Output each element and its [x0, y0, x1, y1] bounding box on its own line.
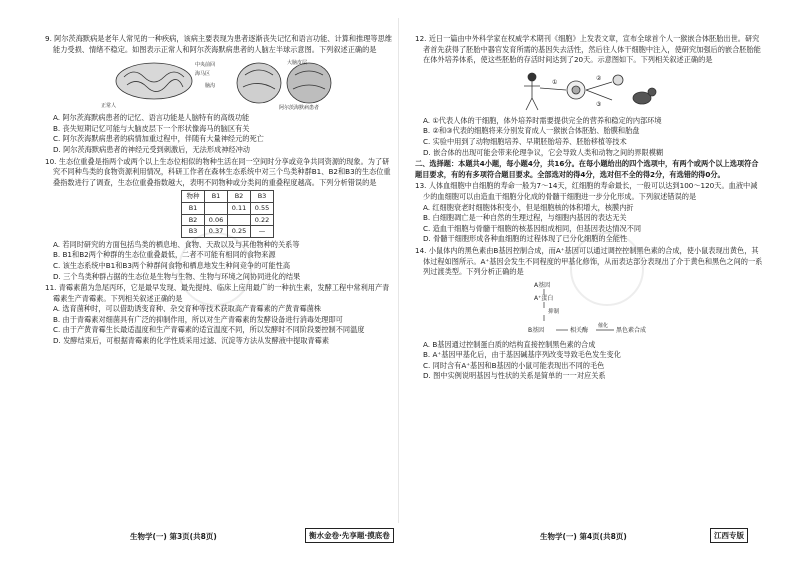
question-11	[45, 283, 393, 347]
table-cell	[228, 214, 251, 226]
label-2: ②	[596, 74, 602, 82]
table-header-row	[182, 191, 274, 203]
option-14a: A. B基因通过控制蛋白质的结构直接控制黑色素的合成	[423, 339, 596, 349]
label-3: ③	[596, 100, 602, 108]
table-cell: B3	[182, 226, 205, 238]
flow-catalyze: 催化	[598, 322, 609, 329]
question-14	[415, 246, 763, 382]
option-12c: C. 实验中用到了动物细胞培养、早期胚胎培养、胚胎移植等技术	[423, 136, 627, 146]
option-12a: A. ①代表人体的干细胞，体外培养时需要提供完全的营养和稳定的内部环境	[423, 115, 662, 125]
flow-a-gene: A基因	[534, 281, 551, 289]
option-13d: D. 骨髓干细胞形成各种血细胞的过程体现了已分化细胞的全能性	[423, 234, 628, 244]
option-13b: B. 白细胞凋亡是一种自然的生理过程，与细胞内基因的表达无关	[423, 213, 627, 223]
flow-inhibit: 抑制	[548, 308, 560, 315]
normal-brain-image	[116, 63, 331, 103]
question-9	[45, 34, 393, 156]
pathway-figure	[524, 280, 654, 338]
overlap-table	[181, 190, 274, 237]
human-icon	[528, 73, 536, 81]
flow-enzyme: 相关酶	[570, 326, 589, 334]
option-11b: B. 由于青霉素对细菌具有广泛的抑制作用，所以对生产青霉素的发酵设备进行消毒处理即可	[53, 314, 343, 324]
chimera-figure	[514, 68, 664, 114]
brain-figure	[99, 57, 339, 111]
option-9d: D. 阿尔茨海默病患者的神经元受到刺激后，无法形成神经冲动	[53, 144, 250, 154]
flow-melanin: 黑色素合成	[616, 326, 647, 334]
flow-a-protein: A⁺蛋白	[534, 294, 554, 302]
question-12-stem: 12. 近日一篇由中外科学家在权威学术期刊《细胞》上发表文章，宣布全球首个人一猴嵌合体胚胎出世。研究者首先获得了胚胎中器官发育所需的基因失去活性，然后往人体干细胞中注入，使研究加强后的嵌合胚胎能在体外培养体系，使这些胚胎的存活时间达到了20天。示意图如下。下列相关叙述正确的是	[415, 34, 761, 65]
table-cell: 0.11	[228, 202, 251, 214]
option-13c: C. 造血干细胞与骨髓干细胞的核基因组成相同，但基因表达情况不同	[423, 223, 642, 233]
question-10	[45, 157, 393, 283]
label-normal: 正常人	[101, 103, 117, 110]
question-13-stem: 13. 人体血细胞中自细胞的寿命一般为7～14天，红细胞的寿命最长，一般可以达到100～120天。血液中减少的血细胞可以由造血干细胞分化成的骨髓干细胞进一步分化形成。下列叙述错误的是	[415, 181, 758, 201]
option-14b: B. A⁺基因甲基化后，由于基因碱基序列改变导致毛色发生变化	[423, 350, 621, 360]
option-10c: C. 该生态系统中B1和B3两个种群间食物和栖息地发生种间竞争的可能性高	[53, 260, 291, 270]
label-patient: 阿尔茨海默病患者	[279, 105, 320, 112]
table-cell: 0.06	[205, 214, 228, 226]
table-row	[182, 202, 274, 214]
page-divider	[398, 18, 399, 523]
option-10a: A. 若同时研究的方面包括鸟类的栖息地、食物、天敌以及与其他物种的关系等	[53, 239, 300, 249]
question-9-stem: 9. 阿尔茨海默病是老年人常见的一种疾病，该病主要表现为患者逐渐丧失记忆和语言功能、计算和推理等思维能力受损、情绪不稳定。如图表示正常人和阿尔茨海默病患者的人脑左半球示意图。下列叙述正确的是	[45, 34, 392, 54]
table-cell: 0.22	[251, 214, 274, 226]
label-1: ①	[552, 78, 558, 86]
option-12b: B. ②和③代表的细胞将来分别发育成人一猴嵌合体胚胎、胎膜和胎盘	[423, 126, 640, 136]
table-cell: 0.37	[205, 226, 228, 238]
table-cell: B2	[182, 214, 205, 226]
question-10-stem: 10. 生态位重叠是指两个或两个以上生态位相似的物种生活在同一空间时分享或竞争共同资源的现象。为了研究不同种鸟类的食物资源利用情况，科研工作者在森林生态系统中对三个鸟类种群B1、B2和B3的生态位重叠指数进行了调查，生态位重叠指数越大，表明不同物种或分类间的重叠程度越高。下列分析错误的是	[45, 156, 391, 187]
option-10d: D. 三个鸟类种群占据的生态位是生物与生物、生物与环境之间协同进化的结果	[53, 271, 301, 281]
table-cell: 0.25	[228, 226, 251, 238]
option-9b: B. 丧失短期记忆可能与大脑皮层下一个形状像海马的脑区有关	[53, 123, 250, 133]
option-14c: C. 同时含有A⁺基因和B基因的小鼠可能表现出不同的毛色	[423, 360, 605, 370]
option-9c: C. 阿尔茨海默病患者的病情加重过程中，伴随有大量神经元的死亡	[53, 134, 264, 144]
table-header: 物种	[182, 191, 205, 203]
region-label: 江西专版	[710, 528, 748, 543]
label-sulcus: 脑沟	[205, 83, 216, 90]
option-11d: D. 发酵结束后，可根据青霉素的化学性质采用过滤、沉淀等方法从发酵液中提取青霉素	[53, 336, 330, 346]
page-number-left: 生物学(一) 第3页(共8页)	[130, 532, 217, 541]
table-header: B1	[205, 191, 228, 203]
option-12d: D. 嵌合体的出现可能会带来伦理争议，它会导致人类和动物之间的界限模糊	[423, 147, 664, 157]
table-cell	[205, 202, 228, 214]
question-13	[415, 181, 763, 245]
option-11a: A. 选育菌种时，可以借助诱变育种、杂交育种等技术获取高产青霉素的产黄青霉菌株	[53, 304, 322, 314]
embryo-icon	[613, 75, 623, 85]
table-cell: B1	[182, 202, 205, 214]
option-14d: D. 图中实例说明基因与性状的关系是简单的一一对应关系	[423, 371, 606, 381]
left-page	[45, 34, 393, 348]
table-header: B2	[228, 191, 251, 203]
table-header: B3	[251, 191, 274, 203]
section-2-heading: 二、选择题：本题共4小题，每小题4分，共16分。在每小题给出的四个选项中，有两个或两个以上选项符合题目要求，有的有多项符合题目要求。全部选对的得4分，选对但不全的得2分，有选错的得0分。	[415, 159, 759, 179]
flow-b-gene: B基因	[528, 326, 545, 334]
option-13a: A. 红细胞衰老时细胞体积变小，但是细胞核的体积增大，核膜内折	[423, 202, 634, 212]
right-page	[415, 34, 763, 383]
table-row	[182, 214, 274, 226]
table-cell: —	[251, 226, 274, 238]
label-central-gyrus: 中央前回	[195, 62, 216, 69]
option-10b: B. B1和B2两个种群的生态位重叠最低，二者不可能有相同的食物来源	[53, 250, 276, 260]
series-label: 衡水金卷·先享题·摸底卷	[305, 528, 394, 543]
table-cell: 0.55	[251, 202, 274, 214]
option-9a: A. 阿尔茨海默病患者的记忆、语言功能是人脑特有的高级功能	[53, 113, 250, 123]
question-12	[415, 34, 763, 158]
question-14-stem: 14. 小鼠体内的黑色素由B基因控制合成，而A⁺基因可以通过调控控制黑色素的合成，使小鼠表现出黄色，其体过程如图所示。A⁺基因会发生不同程度的甲基化修饰，从而表达部分表现出了介于黄色和黑色之间的一系列过渡类型。下列分析正确的是	[415, 245, 763, 277]
table-row	[182, 226, 274, 238]
label-cortex: 大脑皮层	[287, 60, 308, 67]
option-11c: C. 由于产黄青霉生长最适温度和生产青霉素的适宜温度不同，所以发酵时不同阶段要控制不同温度	[53, 325, 365, 335]
label-hippocampus: 海马区	[195, 71, 211, 78]
question-11-stem: 11. 青霉素菌为急尾丙环，它是最早发现、最先提纯、临床上应用最广的一种抗生素，发酵工程中常利用产青霉素生产青霉素。下列相关叙述正确的是	[45, 283, 390, 303]
page-number-right: 生物学(一) 第4页(共8页)	[540, 532, 627, 541]
